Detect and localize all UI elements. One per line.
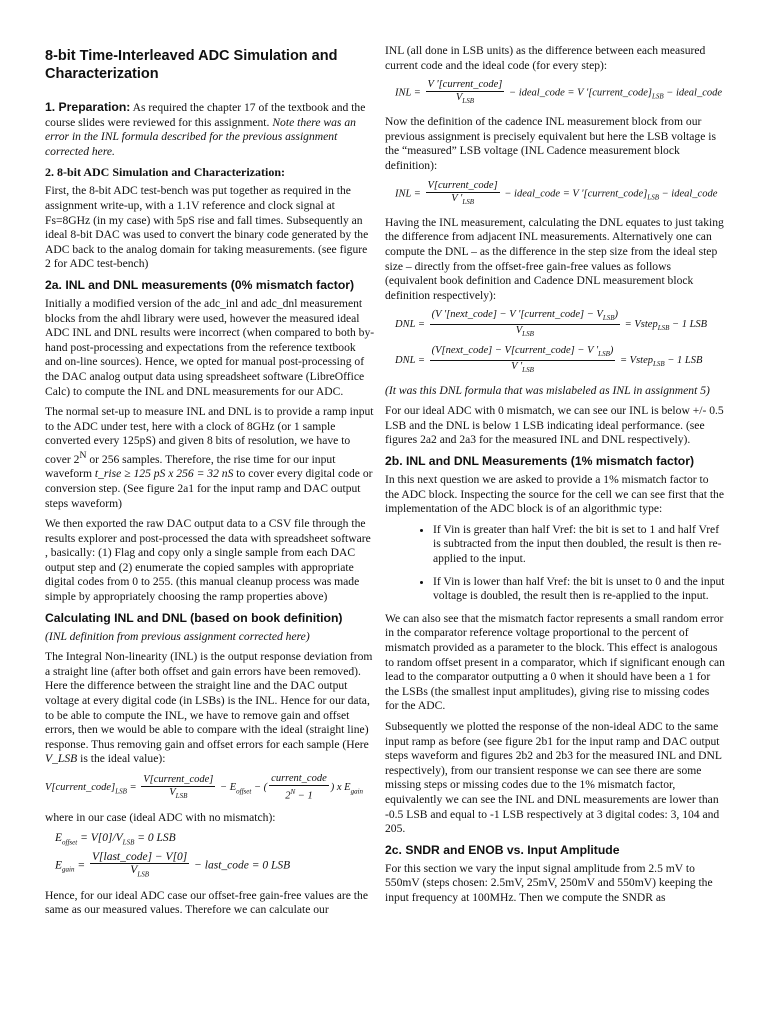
left-column: [45, 44, 375, 924]
eq-denominator: [426, 92, 505, 107]
eq-term: − last_code = 0 LSB: [191, 859, 291, 872]
eq-denominator: [269, 786, 329, 803]
eq-term: = Vstep: [622, 319, 658, 331]
eq-fraction: [141, 774, 215, 802]
eq-sub: LSB: [657, 324, 670, 333]
section-2-paragraph: First, the 8-bit ADC test-bench was put together as required in the assignment write-up, with a 1.1V reference and clock signal at Fs=8GHz (in my case) with 5pS rise and fall times. Subsequently an ideal 8-bit DAC was used to convert the binary code generated by the ADC back to the analog domain for taking measurements. (see figure 2 for ADC test-bench): [45, 184, 369, 271]
equation-inl-cadence: [395, 180, 725, 208]
eq-term: = 0 LSB: [134, 832, 176, 845]
eq-term: = V[0]/V: [77, 832, 123, 845]
eq-fraction: [426, 79, 505, 107]
right-paragraph-4: For our ideal ADC with 0 mismatch, we can see our INL is below +/- 0.5 LSB and the DNL is below 1 LSB indicating ideal performance. (see figures 2a2 and 2a3 for the measured INL and DNL respectively).: [385, 404, 724, 447]
text-run: The Integral Non-linearity (INL) is the output response deviation from a straight line (after both offset and gain errors have been removed). Here the difference between the straight line and the DAC output voltage at every digital code (in LSBs) is the INL. Hence for our data, to be able to compute the INL, we have to remove gain and offset errors, then we would be able to compare with the ideal (straight line) response. Thus removing gain and offset errors for each sample (Here: [45, 650, 373, 751]
section-2a-heading: 2a. INL and DNL measurements (0% mismatch factor): [45, 277, 355, 292]
text-run: to cover every digital code or conversion step. (See figure 2a1 for the input ramp and DAC output steps waveform): [45, 467, 373, 510]
list-item: • If Vin is greater than half Vref: the bit is set to 1 and half Vref is subtracted from the input then doubled, the result is then re-applied to the input.: [433, 523, 725, 567]
section-2a-paragraph-3: We then exported the raw DAC output data to a CSV file through the results explorer and post-processed the data with spreadsheet software , basically: (1) Flag and copy only a single sample from each DAC output step and (2) enumerate the copied samples with appropriate digital codes from 0 to 255. (this manual cleanup process was made simple by appropriately choosing the ramp properties above): [45, 517, 371, 604]
equation-dnl-book: [395, 309, 725, 340]
eq-sup: N: [290, 788, 296, 797]
eq-term: INL =: [395, 87, 421, 99]
eq-sub: LSB: [602, 314, 615, 323]
eq-term: − 1: [295, 790, 313, 802]
calc-paragraph: [45, 650, 375, 767]
text-run: The normal set-up to measure INL and DNL is to provide a ramp input to the ADC under test, here with a clock of 8GHz (or 1 sample converted every 125pS) and given 8 bits of resolution, we have to cover 2: [45, 405, 374, 466]
right-paragraph-8: For this section we vary the input signal amplitude from 2.5 mV to 550mV (steps chosen: 2.5mV, 25mV, 250mV and 550mV) keeping the input frequency at 100MHz. Then we compute the SNDR as: [385, 861, 713, 904]
equation-gain-error: $E_{gain}$ = $\frac{\text{V[last\_code] − V[0]}}{V_{LSB}}$ − last_code = 0 LSB: [55, 851, 291, 879]
right-column: [385, 44, 725, 912]
eq-fraction: [430, 345, 616, 376]
eq-term: − ideal_code: [658, 188, 718, 200]
eq-numerator: current_code: [271, 773, 327, 785]
eq-numerator: V[current_code]: [427, 179, 498, 191]
eq-sub: gain: [62, 866, 75, 874]
eq-fraction: [90, 851, 189, 880]
eq-term: − 1 LSB: [669, 319, 708, 331]
eq-term: − ideal_code = V '[current_code]: [506, 87, 652, 99]
eq-term: V: [130, 864, 138, 877]
right-paragraph-6: We can also see that the mismatch factor represents a small random error in the comparator reference voltage proportional to the percent of mismatch provided as a parameter to the block. This effect is analogous to random offset present in a comparator, which if significant enough can lead to the comparator outputting a 0 when it should have been a 1 for the LSBs (the smallest input amplitudes), giving rise to missing codes for the ADC.: [385, 611, 725, 713]
eq-term: − ideal_code = V '[current_code]: [501, 188, 648, 200]
eq-sub: LSB: [462, 97, 474, 106]
eq-sub: LSB: [115, 787, 127, 796]
section-2c-heading: 2c. SNDR and ENOB vs. Input Amplitude: [385, 842, 620, 857]
eq-sub: LSB: [522, 330, 534, 339]
list-item: • If Vin is lower than half Vref: the bit is unset to 0 and the input voltage is doubled, the result then is re-applied to the input.: [433, 575, 725, 604]
eq-term: DNL =: [395, 319, 425, 331]
eq-sub: LSB: [598, 349, 610, 358]
right-paragraph-1: INL (all done in LSB units) as the difference between each measured current code and the ideal code (for every step):: [385, 44, 706, 72]
eq-denominator: [141, 787, 215, 802]
eq-term: E: [55, 832, 63, 845]
eq-term: ) x E: [330, 782, 351, 794]
equation-dnl-cadence: [395, 345, 725, 376]
eq-denominator: [430, 361, 616, 376]
eq-term: V ': [451, 192, 463, 204]
eq-numerator: [430, 309, 620, 325]
eq-denominator: [430, 325, 620, 340]
eq-sub: LSB: [522, 365, 534, 374]
preparation-text: As required the chapter 17 of the textbook and the course slides were reviewed for this assignment.: [45, 101, 366, 129]
eq-denominator: [90, 864, 189, 880]
eq-term: (V[next_code] − V[current_code] − V ': [431, 344, 599, 356]
eq-term: E: [55, 859, 63, 872]
calc-heading: Calculating INL and DNL (based on book definition): [45, 610, 343, 625]
equation-offset-gain-removal: $V[current\_code]_{LSB}$ = $\frac{\text{V[current\_code]}}{V_{LSB}}$ − $E_{offset}$ − ( $\frac{\text{current\_code}}{2^N - 1}$ ) x $E_{gain}$: [45, 773, 364, 802]
text-run: is the ideal value):: [77, 752, 166, 766]
eq-term: V ': [511, 360, 523, 372]
rise-time-equation: t_rise ≥ 125 pS x 256 = 32 nS: [94, 467, 234, 481]
dnl-note: (It was this DNL formula that was mislabeled as INL in assignment 5): [385, 383, 710, 397]
eq-sub: LSB: [175, 791, 188, 800]
eq-term: V: [515, 325, 523, 337]
eq-term: − 1 LSB: [664, 354, 703, 366]
eq-term: − ideal_code: [663, 87, 723, 99]
right-paragraph-2: Now the definition of the cadence INL measurement block from our previous assignment is precisely equivalent but here the LSB voltage is the “measured” LSB voltage (INL Cadence measurement block definition):: [385, 115, 716, 173]
section-2a-paragraph-2: [45, 405, 375, 511]
equation-inl-book: [395, 79, 725, 107]
eq-fraction: [426, 180, 500, 208]
eq-sub: LSB: [462, 197, 474, 206]
eq-term: = Vstep: [617, 354, 654, 366]
eq-fraction: [269, 773, 329, 803]
algorithm-bullet-list: [385, 523, 725, 604]
eq-sub: LSB: [137, 870, 149, 879]
equation-offset-error: [55, 831, 375, 849]
eq-term: INL =: [395, 188, 421, 200]
eq-sub: offset: [236, 787, 252, 796]
calc-note: (INL definition from previous assignment corrected here): [45, 629, 310, 643]
text-run: or 256 samples. Therefore, the rise time for our input waveform: [45, 452, 336, 481]
eq-numerator: V '[current_code]: [427, 79, 503, 91]
eq-term: ): [609, 344, 614, 356]
eq-numerator: V[current_code]: [143, 773, 214, 785]
right-paragraph-7: Subsequently we plotted the response of the non-ideal ADC to the same input ramp as before (see figure 2b1 for the input ramp and DAC output steps waveform and figures 2b2 and 2b3 for the measured INL and DNL respectively), from our transient response we can see there are some missing steps or missing codes due to the 1% mismatch factor, equivalently we can see the INL and DNL measurements are lower than -0.5 LSB and equal to -1 LSB respectively at 3 digital codes: 3, 104 and 205.: [385, 719, 722, 836]
eq-denominator: [426, 193, 500, 208]
hence-paragraph: Hence, for our ideal ADC case our offset-free gain-free values are the same as our measured values. Therefore we can calculate our: [45, 888, 368, 917]
eq-term: 2: [285, 790, 291, 802]
eq-sub: LSB: [651, 92, 664, 101]
right-paragraph-5: In this next question we are asked to provide a 1% mismatch factor to the ADC block. Inspecting the source for the cell we can see first that the implementation of the ADC block is of an algorithmic type:: [385, 473, 725, 516]
eq-sub: gain: [350, 787, 364, 796]
eq-sub: LSB: [647, 193, 659, 202]
eq-term: V: [169, 786, 176, 798]
eq-term: − (: [251, 782, 268, 794]
eq-numerator: V[last_code] − V[0]: [92, 851, 188, 864]
eq-term: (V '[next_code] − V '[current_code] − V: [431, 309, 603, 321]
vlsb-symbol: V_LSB: [45, 752, 78, 766]
section-2-heading: 2. 8-bit ADC Simulation and Characterization:: [45, 165, 285, 180]
preparation-heading: 1. Preparation:: [45, 100, 131, 114]
preparation-paragraph: [45, 100, 375, 159]
document-title: 8-bit Time-Interleaved ADC Simulation and Characterization: [45, 48, 338, 82]
eq-term: ): [614, 309, 619, 321]
where-text: where in our case (ideal ADC with no mismatch):: [45, 810, 276, 824]
section-2b-heading: 2b. INL and DNL Measurements (1% mismatch factor): [385, 454, 695, 469]
eq-sub: offset: [62, 838, 78, 847]
eq-fraction: [430, 309, 620, 340]
eq-term: DNL =: [395, 354, 425, 366]
eq-numerator: [430, 345, 616, 361]
superscript: N: [79, 449, 87, 461]
eq-term: V: [455, 92, 463, 104]
preparation-note: Note there was an error in the INL formula described for the previous assignment corrected here.: [45, 115, 356, 158]
eq-term: V[current_code]: [45, 782, 116, 794]
eq-sub: LSB: [122, 838, 135, 847]
eq-term: − E: [217, 782, 237, 794]
right-paragraph-3: Having the INL measurement, calculating the DNL equates to just taking the difference from adjacent INL measurements. Alternatively one can compute the DNL – as the difference in the step size from the ideal step size – directly from the offset-free gain-free values as follows (equivalent book definition and Cadence DNL measurement block definition respectively):: [385, 215, 724, 302]
eq-sub: LSB: [653, 359, 665, 368]
section-2a-paragraph-1: Initially a modified version of the adc_inl and adc_dnl measurement blocks from the ahdl library were used, however the measured ideal ADC INL and DNL results were incorrect (when compared to both by-hand post-processing and expectations from the reference textbook and on-line sources). Hence, we opted for manual post-processing of the DAC analog output data using spreadsheet software (LibreOffice Calc) to compute the INL and DNL measurements for our ADC.: [45, 296, 375, 398]
